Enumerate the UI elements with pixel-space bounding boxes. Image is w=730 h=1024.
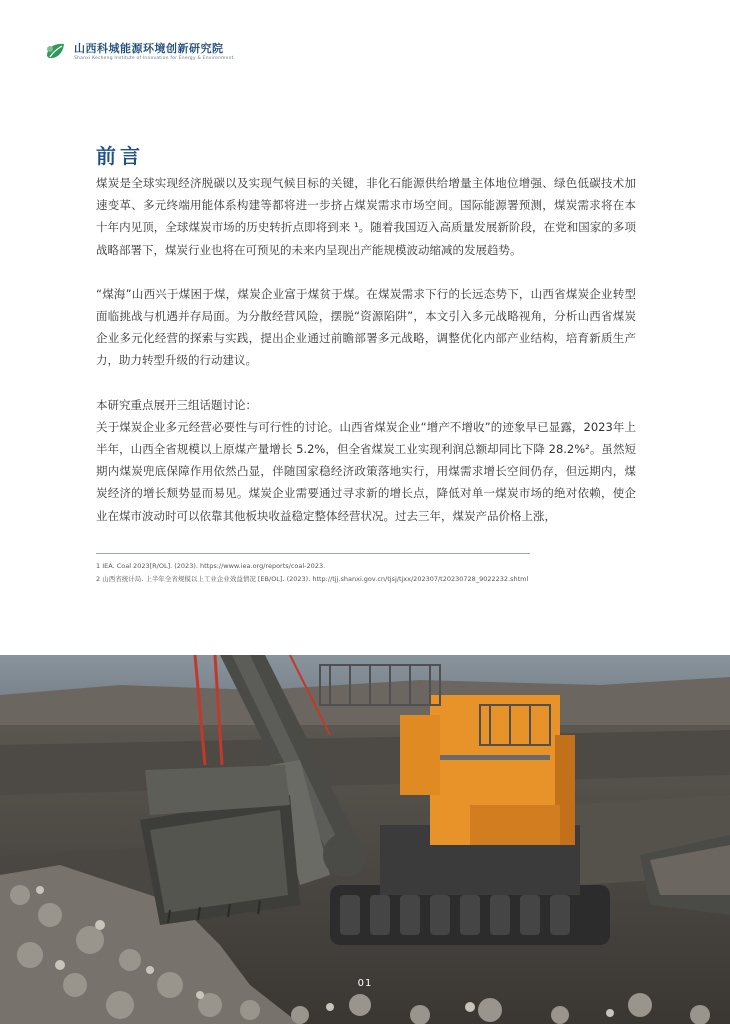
leaf-logo-icon <box>44 40 68 64</box>
footnotes <box>96 560 656 586</box>
excavator-illustration <box>0 655 730 1024</box>
paragraph-topics-intro: 本研究重点展开三组话题讨论： <box>96 397 257 412</box>
footnote-divider <box>96 553 530 554</box>
mining-excavator-photo <box>0 655 730 1024</box>
page-title: 前言 <box>96 144 144 168</box>
body-text <box>96 172 636 527</box>
paragraph-intro: 煤炭是全球实现经济脱碳以及实现气候目标的关键，非化石能源供给增量主体地位增强、绿色低碳技术加速变革、多元终端用能体系构建等都将进一步挤占煤炭需求市场空间。国际能源署预测，煤炭需求将在本十年内见顶，全球煤炭市场的历史转折点即将到来 ¹。随着我国迈入高质量发展新阶段，在党和国家的多项战略部署下，煤炭行业也将在可预见的未来内呈现出产能规模波动缩减的发展趋势。 <box>96 176 636 257</box>
org-name-cn: 山西科城能源环境创新研究院 <box>74 42 224 55</box>
paragraph-shanxi: “煤海”山西兴于煤困于煤，煤炭企业富于煤贫于煤。在煤炭需求下行的长远态势下，山西省煤炭企业转型面临挑战与机遇并存局面。为分散经营风险，摆脱“资源陷阱”，本文引入多元战略视角，分析山西省煤炭企业多元化经营的探索与实践，提出企业通过前瞻部署多元战略，调整优化内部产业结构，培育新质生产力，助力转型升级的行动建议。 <box>96 286 636 368</box>
footnote-1: 1 IEA. Coal 2023[R/OL]. (2023). https://www.iea.org/reports/coal-2023. <box>96 562 326 570</box>
footnote-2: 2 山西省统计局. 上半年全省规模以上工业企业效益情况 [EB/OL]. (2023). http://tjj.shanxi.gov.cn/tjsj/tjxx/202307/t20230728_9022232.shtml <box>96 575 529 583</box>
paragraph-topic-one: 关于煤炭企业多元经营必要性与可行性的讨论。山西省煤炭企业“增产不增收”的迹象早已显露，2023年上半年，山西全省规模以上原煤产量增长 5.2%，但全省煤炭工业实现利润总额却同比下降 28.2%²。虽然短期内煤炭兜底保障作用依然凸显，伴随国家稳经济政策落地实行，用煤需求增长空间仍存，但远期内，煤炭经济的增长颓势显而易见。煤炭企业需要通过寻求新的增长点，降低对单一煤炭市场的绝对依赖，使企业在煤市波动时可以依靠其他板块收益稳定整体经营状况。过去三年，煤炭产品价格上涨， <box>96 419 636 523</box>
org-name-en: Shanxi Kecheng Institute of Innovation for Energy & Environment <box>74 56 234 61</box>
logo-text-block <box>74 42 234 62</box>
header-logo <box>44 40 234 64</box>
page-number: 01 <box>357 978 373 989</box>
